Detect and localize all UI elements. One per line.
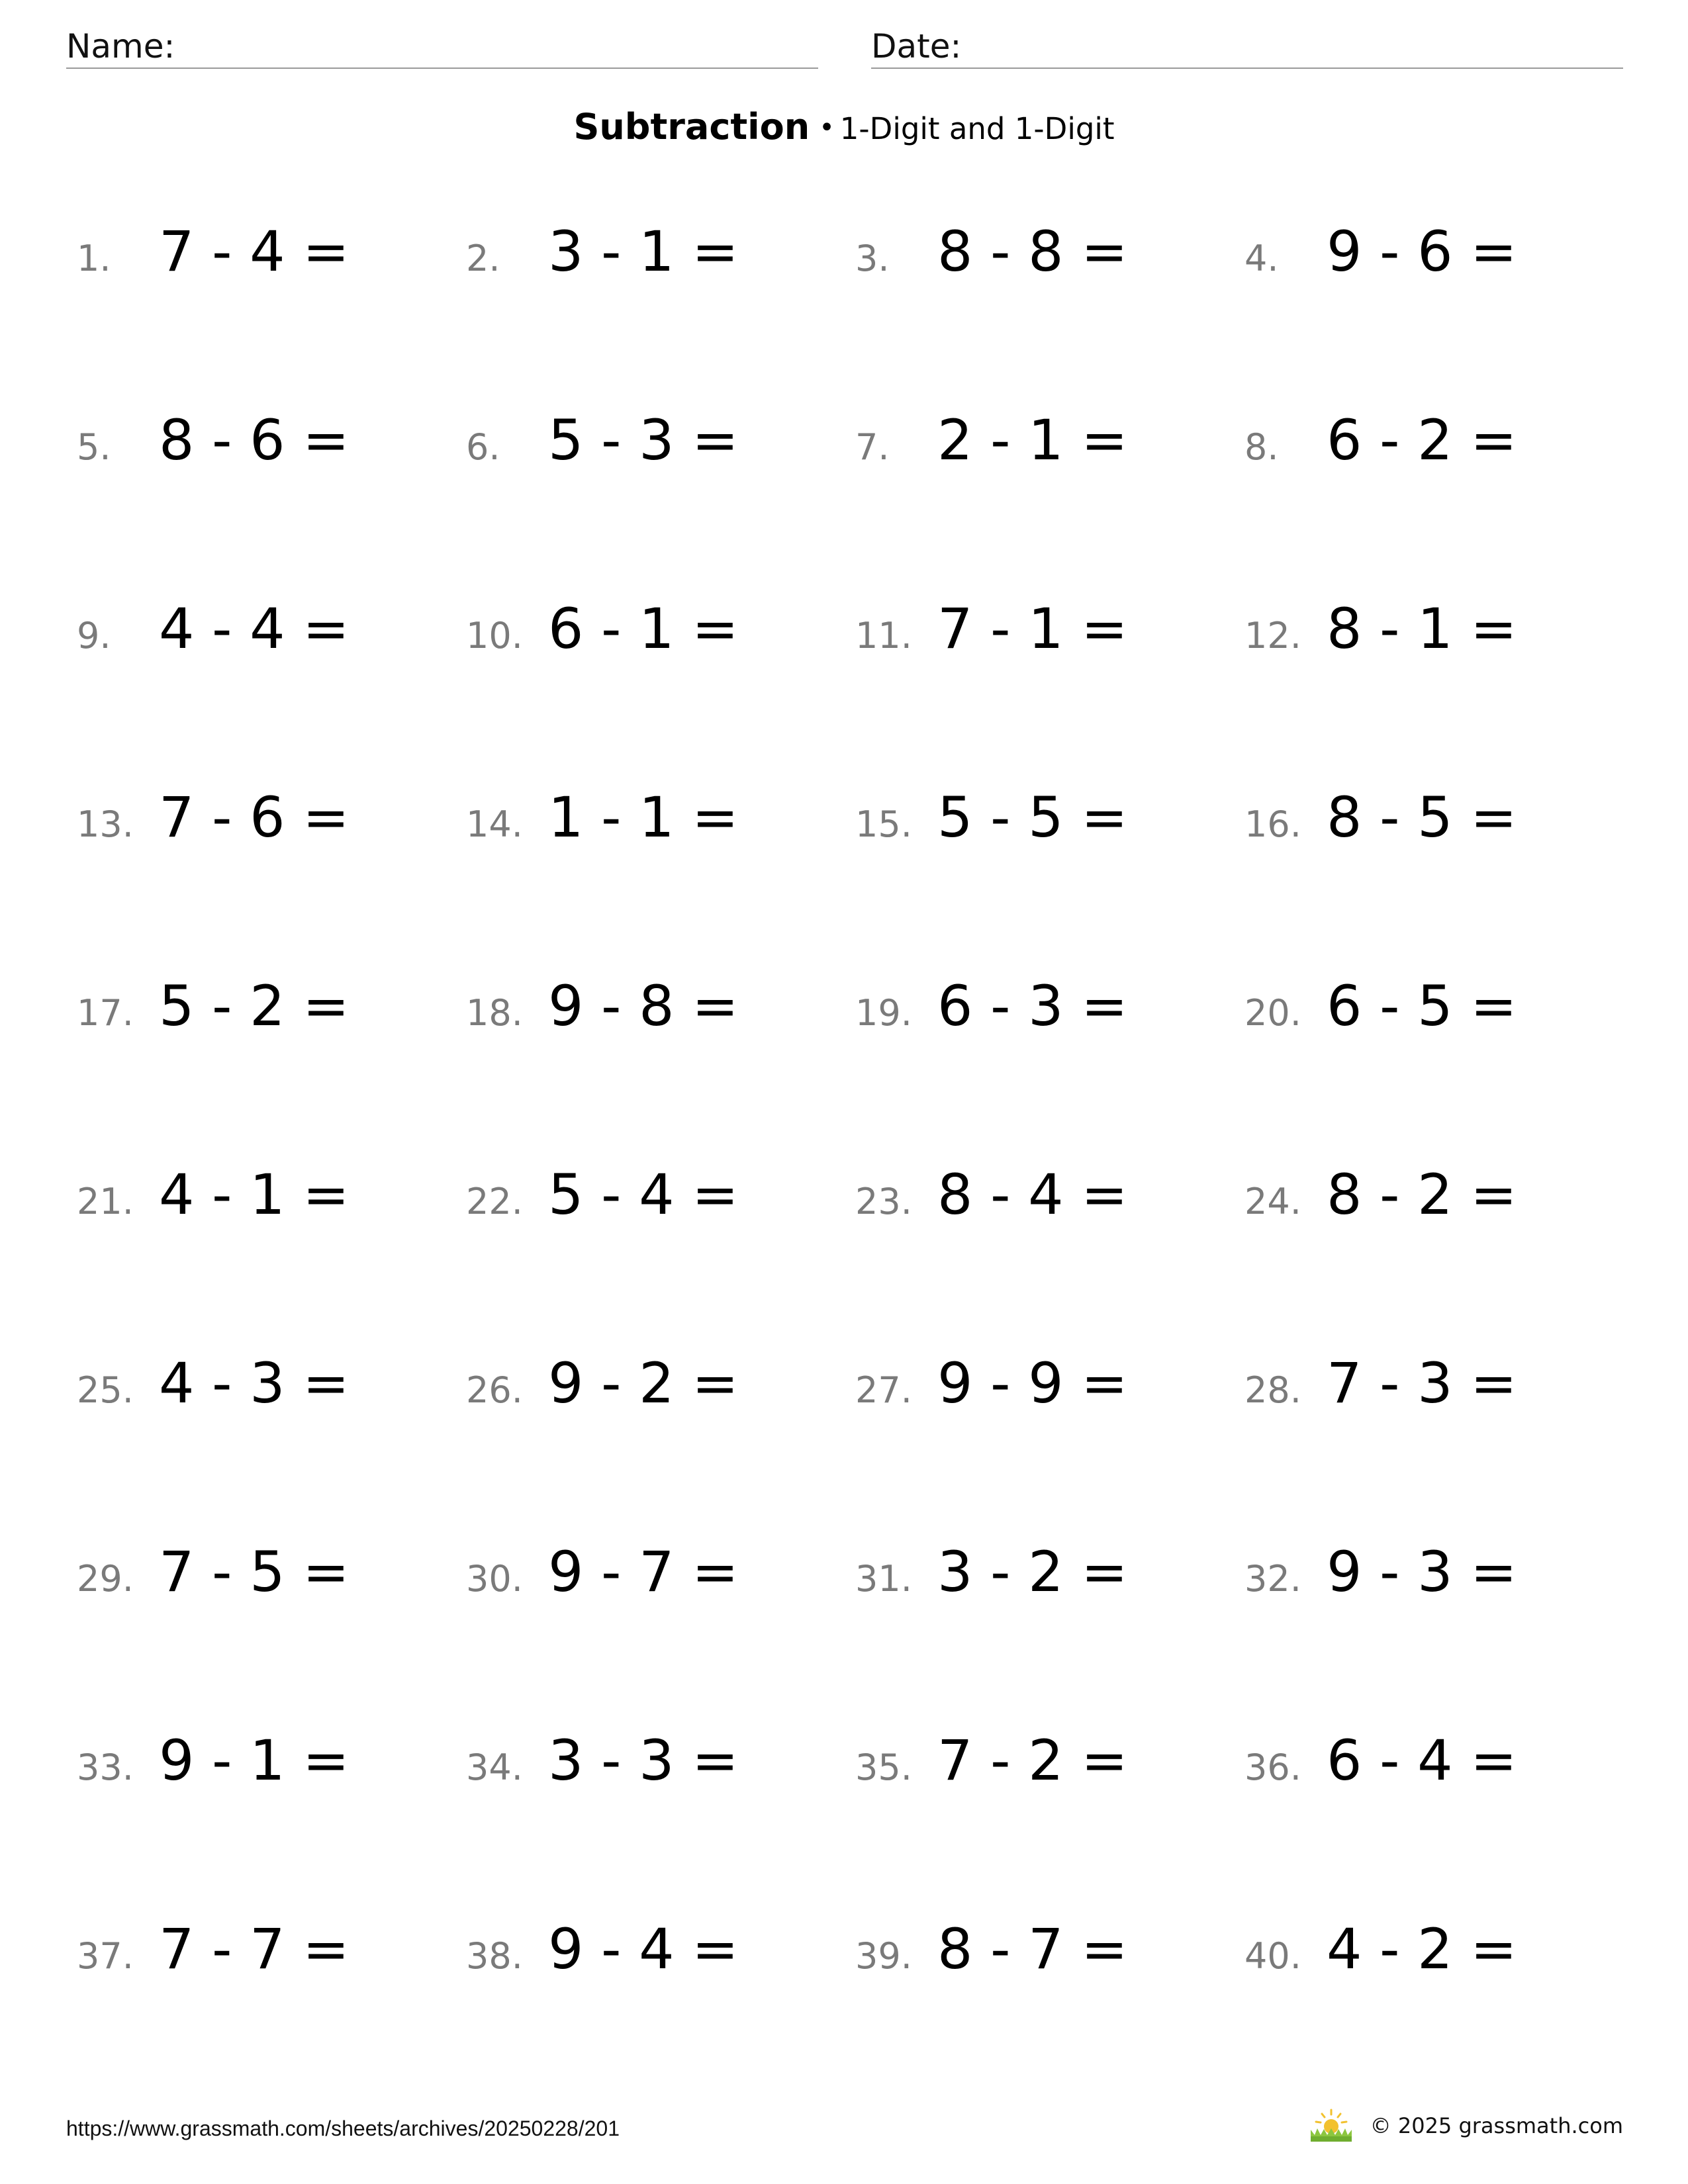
title-subtitle: 1-Digit and 1-Digit xyxy=(839,111,1115,146)
problem-number: 22. xyxy=(466,1181,523,1222)
problem-item xyxy=(1244,785,1626,864)
worksheet-title xyxy=(0,106,1688,148)
problem-expression: 4 - 3 = xyxy=(159,1351,350,1416)
problem-expression: 3 - 2 = xyxy=(937,1539,1128,1604)
problem-item xyxy=(77,408,466,487)
problem-number: 15. xyxy=(855,803,912,845)
problem-expression: 7 - 2 = xyxy=(937,1728,1128,1793)
problem-expression: 8 - 2 = xyxy=(1327,1162,1517,1227)
problem-item xyxy=(77,1728,466,1807)
problem-number: 5. xyxy=(77,426,111,468)
problem-item xyxy=(77,974,466,1053)
title-main: Subtraction xyxy=(573,106,810,148)
title-bullet: • xyxy=(819,113,835,143)
problem-item xyxy=(466,785,855,864)
problem-item xyxy=(466,1539,855,1619)
footer-url[interactable]: https://www.grassmath.com/sheets/archives/20250228/201 xyxy=(66,2116,620,2140)
problem-expression: 9 - 7 = xyxy=(548,1539,739,1604)
problem-item xyxy=(77,1162,466,1242)
problem-number: 25. xyxy=(77,1369,134,1411)
problem-expression: 9 - 2 = xyxy=(548,1351,739,1416)
problem-number: 32. xyxy=(1244,1558,1301,1600)
problem-number: 38. xyxy=(466,1935,523,1977)
problem-item xyxy=(1244,1539,1626,1619)
problem-item xyxy=(1244,974,1626,1053)
footer-brand xyxy=(1309,2109,1623,2143)
problem-number: 31. xyxy=(855,1558,912,1600)
problem-item xyxy=(855,596,1244,676)
problem-number: 20. xyxy=(1244,992,1301,1034)
problem-expression: 9 - 9 = xyxy=(937,1351,1128,1416)
problem-number: 24. xyxy=(1244,1181,1301,1222)
problem-item xyxy=(466,596,855,676)
problem-expression: 9 - 3 = xyxy=(1327,1539,1517,1604)
problem-item xyxy=(77,596,466,676)
problem-item xyxy=(1244,1917,1626,1996)
problem-number: 28. xyxy=(1244,1369,1301,1411)
problem-item xyxy=(855,785,1244,864)
problem-number: 34. xyxy=(466,1747,523,1788)
problem-expression: 8 - 8 = xyxy=(937,219,1128,284)
problem-number: 12. xyxy=(1244,615,1301,657)
problem-item xyxy=(855,408,1244,487)
grass-sun-logo-icon xyxy=(1309,2109,1353,2143)
problem-expression: 7 - 4 = xyxy=(159,219,350,284)
problem-number: 4. xyxy=(1244,238,1279,279)
problem-number: 35. xyxy=(855,1747,912,1788)
problem-expression: 6 - 5 = xyxy=(1327,974,1517,1038)
problem-number: 16. xyxy=(1244,803,1301,845)
problem-number: 23. xyxy=(855,1181,912,1222)
date-label: Date: xyxy=(871,27,962,66)
problem-expression: 4 - 2 = xyxy=(1327,1917,1517,1981)
problem-expression: 9 - 1 = xyxy=(159,1728,350,1793)
problem-number: 13. xyxy=(77,803,134,845)
problem-expression: 8 - 4 = xyxy=(937,1162,1128,1227)
problem-number: 18. xyxy=(466,992,523,1034)
problem-item xyxy=(77,1351,466,1430)
problem-number: 39. xyxy=(855,1935,912,1977)
problem-number: 6. xyxy=(466,426,500,468)
problem-number: 10. xyxy=(466,615,523,657)
problem-number: 21. xyxy=(77,1181,134,1222)
problem-number: 14. xyxy=(466,803,523,845)
name-label: Name: xyxy=(66,27,175,66)
date-field[interactable] xyxy=(871,24,1623,69)
problem-item xyxy=(77,1917,466,1996)
problem-number: 26. xyxy=(466,1369,523,1411)
problem-expression: 6 - 2 = xyxy=(1327,408,1517,473)
problem-item xyxy=(855,1539,1244,1619)
problem-item xyxy=(466,1162,855,1242)
problem-expression: 7 - 3 = xyxy=(1327,1351,1517,1416)
problem-item xyxy=(1244,1162,1626,1242)
problem-expression: 9 - 8 = xyxy=(548,974,739,1038)
problem-item xyxy=(466,974,855,1053)
problem-number: 17. xyxy=(77,992,134,1034)
problem-expression: 8 - 7 = xyxy=(937,1917,1128,1981)
problem-expression: 7 - 5 = xyxy=(159,1539,350,1604)
problem-item xyxy=(855,1162,1244,1242)
problem-expression: 6 - 1 = xyxy=(548,596,739,661)
problem-item xyxy=(77,1539,466,1619)
problem-number: 9. xyxy=(77,615,111,657)
copyright-text: © 2025 grassmath.com xyxy=(1370,2113,1623,2138)
name-field[interactable] xyxy=(66,24,818,69)
problem-expression: 6 - 4 = xyxy=(1327,1728,1517,1793)
problem-expression: 4 - 1 = xyxy=(159,1162,350,1227)
problem-item xyxy=(77,785,466,864)
problem-number: 40. xyxy=(1244,1935,1301,1977)
problem-item xyxy=(1244,219,1626,298)
problem-expression: 3 - 3 = xyxy=(548,1728,739,1793)
problem-item xyxy=(466,1917,855,1996)
problem-expression: 8 - 5 = xyxy=(1327,785,1517,850)
problem-item xyxy=(466,1728,855,1807)
problem-grid xyxy=(77,219,1626,2105)
problem-item xyxy=(855,1728,1244,1807)
problem-number: 11. xyxy=(855,615,912,657)
problem-item xyxy=(466,219,855,298)
problem-item xyxy=(466,408,855,487)
problem-item xyxy=(77,219,466,298)
problem-number: 19. xyxy=(855,992,912,1034)
problem-expression: 5 - 2 = xyxy=(159,974,350,1038)
problem-number: 29. xyxy=(77,1558,134,1600)
problem-item xyxy=(1244,596,1626,676)
problem-expression: 2 - 1 = xyxy=(937,408,1128,473)
problem-expression: 4 - 4 = xyxy=(159,596,350,661)
problem-number: 33. xyxy=(77,1747,134,1788)
problem-number: 8. xyxy=(1244,426,1279,468)
problem-number: 27. xyxy=(855,1369,912,1411)
problem-number: 36. xyxy=(1244,1747,1301,1788)
problem-item xyxy=(855,219,1244,298)
problem-expression: 5 - 5 = xyxy=(937,785,1128,850)
problem-item xyxy=(855,1351,1244,1430)
problem-expression: 6 - 3 = xyxy=(937,974,1128,1038)
problem-expression: 9 - 6 = xyxy=(1327,219,1517,284)
problem-number: 30. xyxy=(466,1558,523,1600)
problem-expression: 7 - 1 = xyxy=(937,596,1128,661)
problem-expression: 7 - 6 = xyxy=(159,785,350,850)
problem-expression: 8 - 6 = xyxy=(159,408,350,473)
problem-item xyxy=(1244,408,1626,487)
problem-expression: 7 - 7 = xyxy=(159,1917,350,1981)
problem-item xyxy=(855,1917,1244,1996)
problem-number: 1. xyxy=(77,238,111,279)
problem-expression: 3 - 1 = xyxy=(548,219,739,284)
problem-item xyxy=(466,1351,855,1430)
problem-item xyxy=(1244,1351,1626,1430)
problem-item xyxy=(1244,1728,1626,1807)
problem-number: 37. xyxy=(77,1935,134,1977)
problem-expression: 9 - 4 = xyxy=(548,1917,739,1981)
problem-number: 7. xyxy=(855,426,890,468)
problem-expression: 5 - 4 = xyxy=(548,1162,739,1227)
problem-expression: 5 - 3 = xyxy=(548,408,739,473)
problem-number: 3. xyxy=(855,238,890,279)
problem-expression: 8 - 1 = xyxy=(1327,596,1517,661)
problem-expression: 1 - 1 = xyxy=(548,785,739,850)
problem-item xyxy=(855,974,1244,1053)
problem-number: 2. xyxy=(466,238,500,279)
